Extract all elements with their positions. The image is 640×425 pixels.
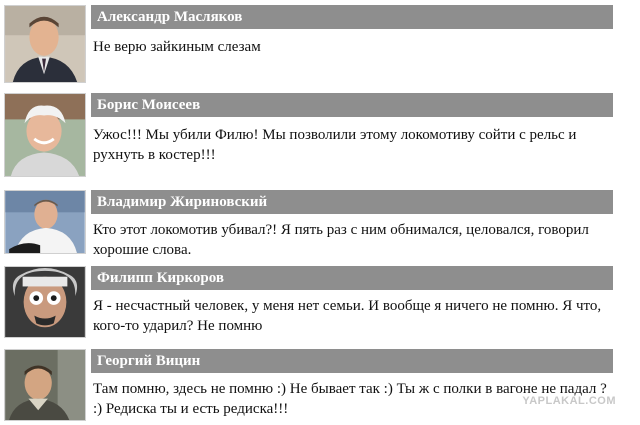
person-photo-icon	[5, 94, 85, 176]
quote-text: Не верю зайкиным слезам	[93, 39, 261, 55]
quote-text: Там помню, здесь не помню :) Не бывает так :) Ты ж с полки в вагоне не падал ? :) Редиска ты и есть редиска!!!	[93, 381, 607, 417]
person-name: Владимир Жириновский	[91, 190, 613, 214]
quote-text: Я - несчастный человек, у меня нет семьи. И вообще я ничего не помню. Я что, кого-то ударил? Не помню	[93, 298, 602, 334]
avatar	[4, 5, 86, 83]
person-name: Александр Масляков	[91, 5, 613, 29]
person-photo-icon	[5, 191, 85, 253]
quote-text: Ужос!!! Мы убили Филю! Мы позволили этому локомотиву сойти с рельс и рухнуть в костер!!!	[93, 127, 577, 163]
person-photo-icon	[5, 350, 85, 420]
person-photo-icon	[5, 6, 85, 82]
avatar	[4, 349, 86, 421]
person-name: Георгий Вицин	[91, 349, 613, 373]
avatar	[4, 266, 86, 338]
person-name: Филипп Киркоров	[91, 266, 613, 290]
person-photo-icon	[5, 267, 85, 337]
avatar	[4, 190, 86, 254]
avatar	[4, 93, 86, 177]
person-name: Борис Моисеев	[91, 93, 613, 117]
quote-text: Кто этот локомотив убивал?! Я пять раз с ним обнимался, целовался, говорил хорошие слова.	[93, 222, 589, 258]
watermark: YAPLAKAL.COM	[522, 395, 616, 407]
